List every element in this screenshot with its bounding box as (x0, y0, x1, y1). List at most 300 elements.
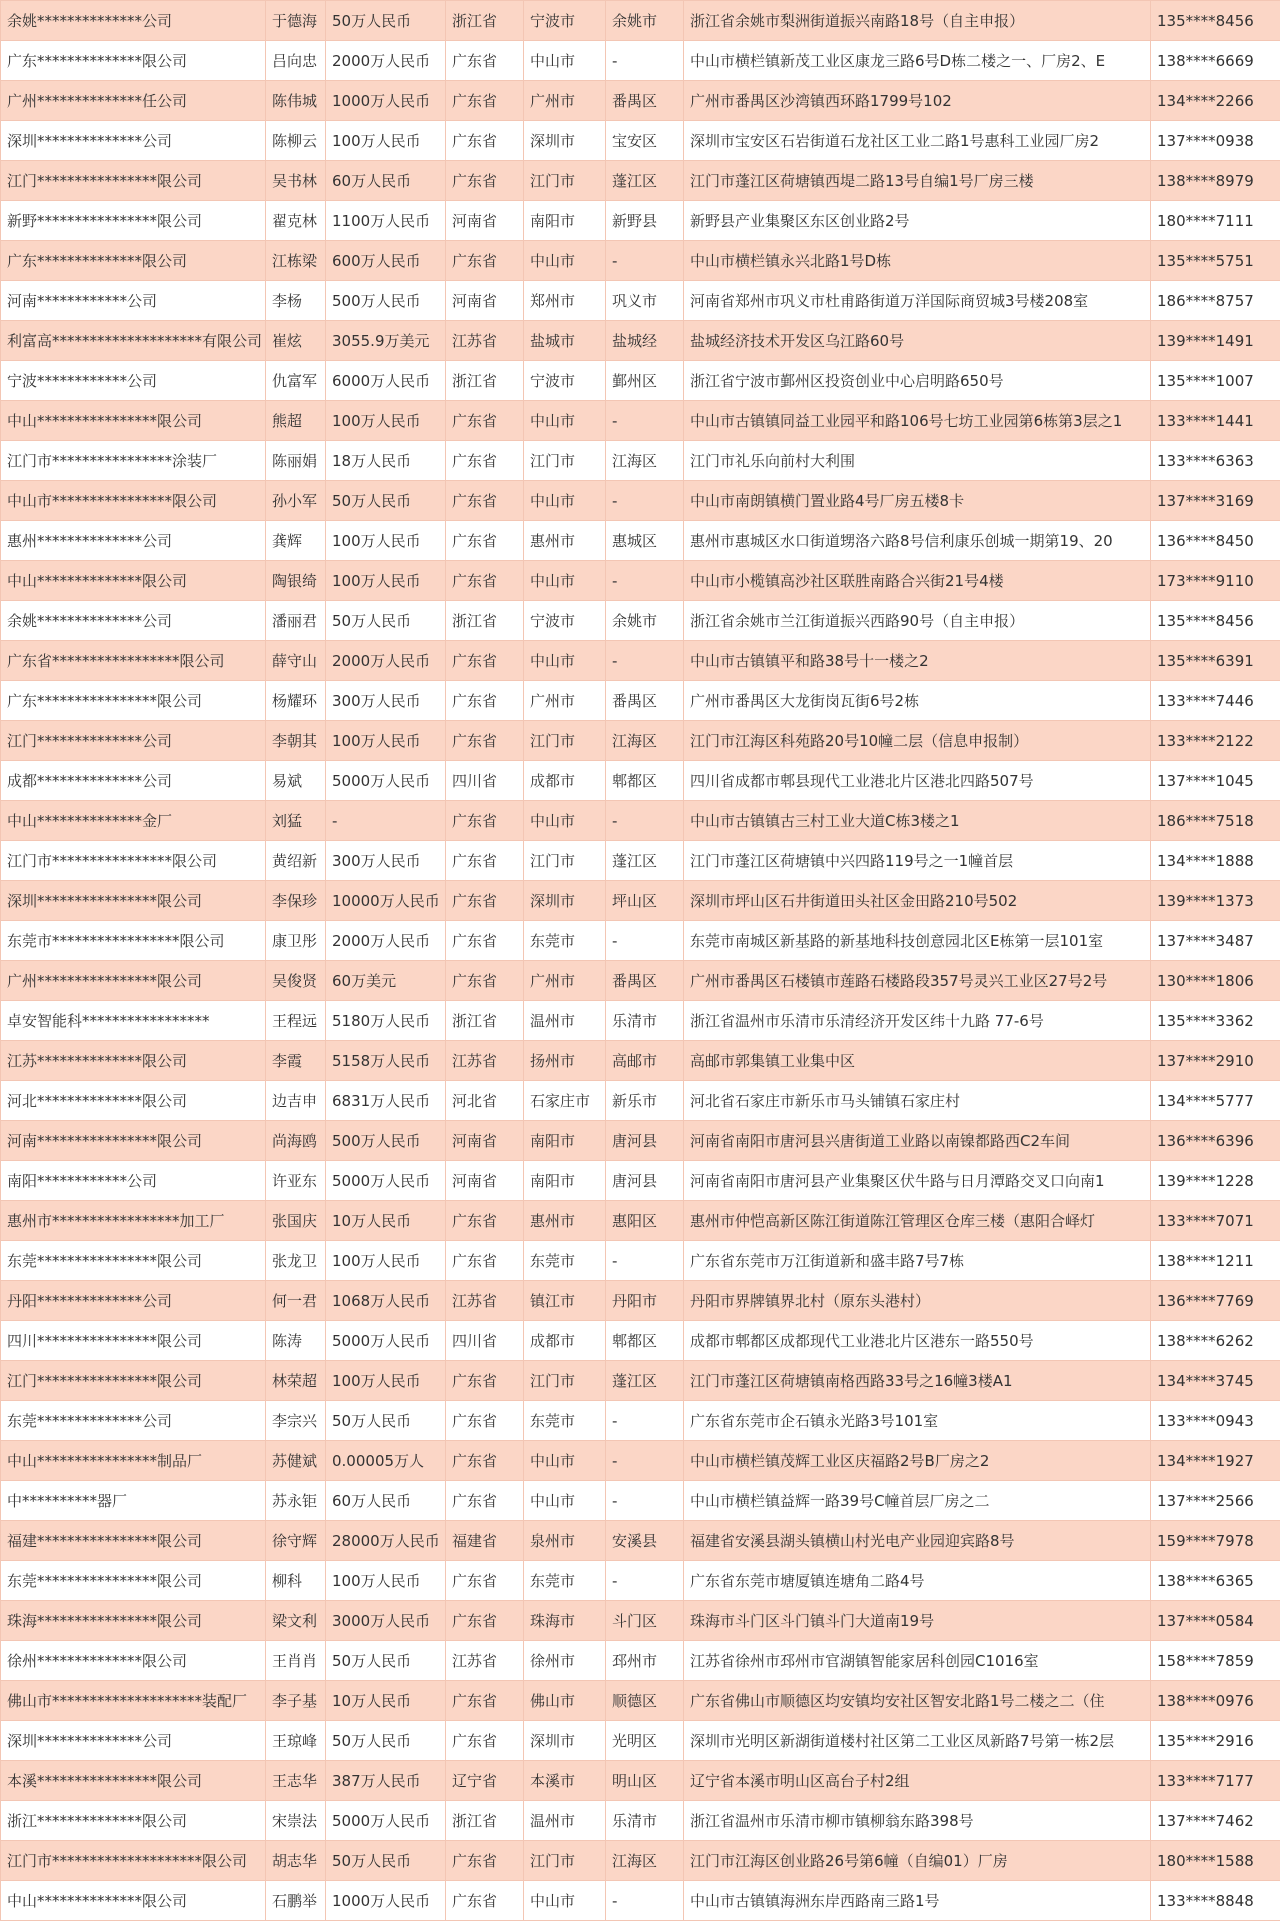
legal-rep-cell: 宋崇法 (266, 1801, 326, 1841)
phone-cell: 186****7518 (1151, 801, 1280, 841)
company-name-cell: 中**********器厂 (1, 1481, 266, 1521)
district-cell: - (606, 1881, 684, 1921)
registered-capital-cell: 6831万人民币 (326, 1081, 446, 1121)
phone-cell: 135****1007 (1151, 361, 1280, 401)
province-cell: 江苏省 (446, 1641, 524, 1681)
registered-capital-cell: 500万人民币 (326, 281, 446, 321)
province-cell: 广东省 (446, 681, 524, 721)
legal-rep-cell: 熊超 (266, 401, 326, 441)
phone-cell: 134****5777 (1151, 1081, 1280, 1121)
company-name-cell: 江门市********************限公司 (1, 1841, 266, 1881)
legal-rep-cell: 陈涛 (266, 1321, 326, 1361)
province-cell: 广东省 (446, 961, 524, 1001)
city-cell: 温州市 (524, 1801, 606, 1841)
city-cell: 深圳市 (524, 1721, 606, 1761)
table-row (1, 1841, 1280, 1881)
province-cell: 辽宁省 (446, 1761, 524, 1801)
table-row (1, 1681, 1280, 1721)
phone-cell: 136****8450 (1151, 521, 1280, 561)
address-cell: 东莞市南城区新基路的新基地科技创意园北区E栋第一层101室 (684, 921, 1151, 961)
table-row (1, 201, 1280, 241)
province-cell: 江苏省 (446, 1281, 524, 1321)
legal-rep-cell: 李子基 (266, 1681, 326, 1721)
district-cell: 明山区 (606, 1761, 684, 1801)
table-row (1, 1721, 1280, 1761)
table-row (1, 921, 1280, 961)
table-row (1, 1801, 1280, 1841)
table-row (1, 1201, 1280, 1241)
address-cell: 中山市小榄镇高沙社区联胜南路合兴街21号4楼 (684, 561, 1151, 601)
legal-rep-cell: 王志华 (266, 1761, 326, 1801)
legal-rep-cell: 陈丽娟 (266, 441, 326, 481)
district-cell: - (606, 801, 684, 841)
table-row (1, 1521, 1280, 1561)
address-cell: 广东省东莞市企石镇永光路3号101室 (684, 1401, 1151, 1441)
phone-cell: 135****8456 (1151, 601, 1280, 641)
table-row (1, 521, 1280, 561)
company-name-cell: 广州****************限公司 (1, 961, 266, 1001)
table-row (1, 281, 1280, 321)
city-cell: 宁波市 (524, 1, 606, 41)
registered-capital-cell: 3000万人民币 (326, 1601, 446, 1641)
legal-rep-cell: 易斌 (266, 761, 326, 801)
address-cell: 江苏省徐州市邳州市官湖镇智能家居科创园C1016室 (684, 1641, 1151, 1681)
legal-rep-cell: 石鹏举 (266, 1881, 326, 1921)
phone-cell: 135****6391 (1151, 641, 1280, 681)
table-row (1, 321, 1280, 361)
registered-capital-cell: 28000万人民币 (326, 1521, 446, 1561)
company-name-cell: 东莞****************限公司 (1, 1561, 266, 1601)
company-name-cell: 江门**************公司 (1, 721, 266, 761)
legal-rep-cell: 吴俊贤 (266, 961, 326, 1001)
district-cell: - (606, 241, 684, 281)
company-name-cell: 广东省*****************限公司 (1, 641, 266, 681)
city-cell: 中山市 (524, 41, 606, 81)
registered-capital-cell: 5000万人民币 (326, 1161, 446, 1201)
district-cell: - (606, 1401, 684, 1441)
legal-rep-cell: 潘丽君 (266, 601, 326, 641)
province-cell: 河南省 (446, 281, 524, 321)
table-row (1, 1601, 1280, 1641)
city-cell: 江门市 (524, 1841, 606, 1881)
phone-cell: 137****2566 (1151, 1481, 1280, 1521)
city-cell: 东莞市 (524, 921, 606, 961)
table-row (1, 681, 1280, 721)
address-cell: 江门市江海区科苑路20号10幢二层（信息申报制） (684, 721, 1151, 761)
district-cell: 郫都区 (606, 1321, 684, 1361)
province-cell: 河南省 (446, 1121, 524, 1161)
phone-cell: 135****3362 (1151, 1001, 1280, 1041)
province-cell: 浙江省 (446, 1, 524, 41)
district-cell: 蓬江区 (606, 161, 684, 201)
city-cell: 石家庄市 (524, 1081, 606, 1121)
address-cell: 广东省佛山市顺德区均安镇均安社区智安北路1号二楼之二（住 (684, 1681, 1151, 1721)
company-name-cell: 珠海****************限公司 (1, 1601, 266, 1641)
district-cell: 乐清市 (606, 1001, 684, 1041)
address-cell: 江门市江海区创业路26号第6幢（自编01）厂房 (684, 1841, 1151, 1881)
company-name-cell: 江苏**************限公司 (1, 1041, 266, 1081)
district-cell: 盐城经 (606, 321, 684, 361)
table-row (1, 641, 1280, 681)
table-row (1, 961, 1280, 1001)
company-name-cell: 广东****************限公司 (1, 681, 266, 721)
phone-cell: 186****8757 (1151, 281, 1280, 321)
company-name-cell: 新野****************限公司 (1, 201, 266, 241)
city-cell: 广州市 (524, 81, 606, 121)
registered-capital-cell: 100万人民币 (326, 121, 446, 161)
phone-cell: 139****1228 (1151, 1161, 1280, 1201)
district-cell: 余姚市 (606, 601, 684, 641)
phone-cell: 134****1927 (1151, 1441, 1280, 1481)
city-cell: 本溪市 (524, 1761, 606, 1801)
address-cell: 中山市古镇镇古三村工业大道C栋3楼之1 (684, 801, 1151, 841)
phone-cell: 137****3487 (1151, 921, 1280, 961)
city-cell: 南阳市 (524, 1161, 606, 1201)
legal-rep-cell: 王肖肖 (266, 1641, 326, 1681)
legal-rep-cell: 翟克林 (266, 201, 326, 241)
phone-cell: 159****7978 (1151, 1521, 1280, 1561)
company-name-cell: 丹阳**************公司 (1, 1281, 266, 1321)
company-name-cell: 河南************公司 (1, 281, 266, 321)
legal-rep-cell: 李霞 (266, 1041, 326, 1081)
table-row (1, 601, 1280, 641)
province-cell: 河南省 (446, 1161, 524, 1201)
table-row (1, 881, 1280, 921)
company-name-cell: 成都**************公司 (1, 761, 266, 801)
registered-capital-cell: - (326, 801, 446, 841)
legal-rep-cell: 龚辉 (266, 521, 326, 561)
table-row (1, 1241, 1280, 1281)
province-cell: 广东省 (446, 1721, 524, 1761)
registered-capital-cell: 10万人民币 (326, 1201, 446, 1241)
company-name-cell: 中山**************限公司 (1, 561, 266, 601)
district-cell: 番禺区 (606, 681, 684, 721)
company-name-cell: 东莞**************公司 (1, 1401, 266, 1441)
district-cell: 唐河县 (606, 1121, 684, 1161)
city-cell: 盐城市 (524, 321, 606, 361)
province-cell: 广东省 (446, 41, 524, 81)
city-cell: 东莞市 (524, 1401, 606, 1441)
company-name-cell: 余姚**************公司 (1, 1, 266, 41)
company-name-cell: 深圳****************限公司 (1, 881, 266, 921)
district-cell: - (606, 641, 684, 681)
city-cell: 镇江市 (524, 1281, 606, 1321)
address-cell: 惠州市惠城区水口街道甥洛六路8号信利康乐创城一期第19、20 (684, 521, 1151, 561)
address-cell: 成都市郫都区成都现代工业港北片区港东一路550号 (684, 1321, 1151, 1361)
registered-capital-cell: 100万人民币 (326, 1561, 446, 1601)
registered-capital-cell: 5158万人民币 (326, 1041, 446, 1081)
province-cell: 浙江省 (446, 1001, 524, 1041)
province-cell: 江苏省 (446, 1041, 524, 1081)
address-cell: 浙江省宁波市鄞州区投资创业中心启明路650号 (684, 361, 1151, 401)
phone-cell: 138****6262 (1151, 1321, 1280, 1361)
phone-cell: 137****7462 (1151, 1801, 1280, 1841)
legal-rep-cell: 张国庆 (266, 1201, 326, 1241)
company-name-cell: 中山****************制品厂 (1, 1441, 266, 1481)
address-cell: 深圳市宝安区石岩街道石龙社区工业二路1号惠科工业园厂房2 (684, 121, 1151, 161)
table-row (1, 561, 1280, 601)
legal-rep-cell: 李宗兴 (266, 1401, 326, 1441)
address-cell: 中山市横栏镇永兴北路1号D栋 (684, 241, 1151, 281)
registered-capital-cell: 100万人民币 (326, 521, 446, 561)
table-row (1, 1041, 1280, 1081)
address-cell: 河南省南阳市唐河县兴唐街道工业路以南镍都路西C2车间 (684, 1121, 1151, 1161)
phone-cell: 133****7446 (1151, 681, 1280, 721)
table-row (1, 1281, 1280, 1321)
city-cell: 中山市 (524, 481, 606, 521)
registered-capital-cell: 60万美元 (326, 961, 446, 1001)
address-cell: 四川省成都市郫县现代工业港北片区港北四路507号 (684, 761, 1151, 801)
district-cell: 丹阳市 (606, 1281, 684, 1321)
city-cell: 江门市 (524, 441, 606, 481)
legal-rep-cell: 吴书林 (266, 161, 326, 201)
table-row (1, 161, 1280, 201)
legal-rep-cell: 杨耀环 (266, 681, 326, 721)
company-table-body (1, 1, 1280, 1921)
address-cell: 中山市古镇镇海洲东岸西路南三路1号 (684, 1881, 1151, 1921)
district-cell: - (606, 1481, 684, 1521)
province-cell: 广东省 (446, 441, 524, 481)
address-cell: 江门市蓬江区荷塘镇西堤二路13号自编1号厂房三楼 (684, 161, 1151, 201)
province-cell: 广东省 (446, 1881, 524, 1921)
company-name-cell: 本溪****************限公司 (1, 1761, 266, 1801)
legal-rep-cell: 李保珍 (266, 881, 326, 921)
table-row (1, 1481, 1280, 1521)
company-name-cell: 惠州市*****************加工厂 (1, 1201, 266, 1241)
phone-cell: 137****2910 (1151, 1041, 1280, 1081)
registered-capital-cell: 100万人民币 (326, 721, 446, 761)
legal-rep-cell: 王程远 (266, 1001, 326, 1041)
district-cell: 番禺区 (606, 961, 684, 1001)
registered-capital-cell: 1000万人民币 (326, 81, 446, 121)
city-cell: 温州市 (524, 1001, 606, 1041)
phone-cell: 133****8848 (1151, 1881, 1280, 1921)
province-cell: 广东省 (446, 561, 524, 601)
company-name-cell: 福建****************限公司 (1, 1521, 266, 1561)
company-name-cell: 四川****************限公司 (1, 1321, 266, 1361)
address-cell: 中山市南朗镇横门置业路4号厂房五楼8卡 (684, 481, 1151, 521)
city-cell: 中山市 (524, 401, 606, 441)
legal-rep-cell: 梁文利 (266, 1601, 326, 1641)
table-row (1, 1001, 1280, 1041)
legal-rep-cell: 仇富军 (266, 361, 326, 401)
registered-capital-cell: 10万人民币 (326, 1681, 446, 1721)
address-cell: 辽宁省本溪市明山区高台子村2组 (684, 1761, 1151, 1801)
phone-cell: 136****6396 (1151, 1121, 1280, 1161)
city-cell: 广州市 (524, 681, 606, 721)
registered-capital-cell: 100万人民币 (326, 401, 446, 441)
phone-cell: 134****2266 (1151, 81, 1280, 121)
company-name-cell: 东莞****************限公司 (1, 1241, 266, 1281)
company-name-cell: 江门****************限公司 (1, 1361, 266, 1401)
legal-rep-cell: 于德海 (266, 1, 326, 41)
district-cell: 惠城区 (606, 521, 684, 561)
table-row (1, 401, 1280, 441)
province-cell: 广东省 (446, 1841, 524, 1881)
city-cell: 中山市 (524, 1881, 606, 1921)
legal-rep-cell: 尚海鸥 (266, 1121, 326, 1161)
province-cell: 广东省 (446, 881, 524, 921)
company-name-cell: 惠州**************公司 (1, 521, 266, 561)
address-cell: 浙江省余姚市梨洲街道振兴南路18号（自主申报） (684, 1, 1151, 41)
district-cell: 蓬江区 (606, 1361, 684, 1401)
province-cell: 广东省 (446, 1601, 524, 1641)
province-cell: 广东省 (446, 241, 524, 281)
city-cell: 深圳市 (524, 121, 606, 161)
province-cell: 广东省 (446, 721, 524, 761)
province-cell: 广东省 (446, 1361, 524, 1401)
phone-cell: 138****6365 (1151, 1561, 1280, 1601)
address-cell: 广东省东莞市万江街道新和盛丰路7号7栋 (684, 1241, 1151, 1281)
address-cell: 广东省东莞市塘厦镇连塘角二路4号 (684, 1561, 1151, 1601)
company-name-cell: 深圳**************公司 (1, 1721, 266, 1761)
table-row (1, 1161, 1280, 1201)
legal-rep-cell: 江栋梁 (266, 241, 326, 281)
district-cell: 安溪县 (606, 1521, 684, 1561)
table-row (1, 1321, 1280, 1361)
city-cell: 郑州市 (524, 281, 606, 321)
city-cell: 南阳市 (524, 1121, 606, 1161)
district-cell: 坪山区 (606, 881, 684, 921)
company-name-cell: 宁波************公司 (1, 361, 266, 401)
table-row (1, 1641, 1280, 1681)
legal-rep-cell: 苏健斌 (266, 1441, 326, 1481)
phone-cell: 139****1491 (1151, 321, 1280, 361)
phone-cell: 138****6669 (1151, 41, 1280, 81)
city-cell: 成都市 (524, 761, 606, 801)
company-name-cell: 余姚**************公司 (1, 601, 266, 641)
company-name-cell: 江门市****************涂装厂 (1, 441, 266, 481)
registered-capital-cell: 60万人民币 (326, 161, 446, 201)
district-cell: 光明区 (606, 1721, 684, 1761)
district-cell: 新野县 (606, 201, 684, 241)
company-name-cell: 河北**************限公司 (1, 1081, 266, 1121)
registered-capital-cell: 5000万人民币 (326, 761, 446, 801)
city-cell: 中山市 (524, 641, 606, 681)
district-cell: - (606, 401, 684, 441)
district-cell: - (606, 1241, 684, 1281)
phone-cell: 138****0976 (1151, 1681, 1280, 1721)
phone-cell: 134****3745 (1151, 1361, 1280, 1401)
city-cell: 广州市 (524, 961, 606, 1001)
phone-cell: 137****0584 (1151, 1601, 1280, 1641)
table-row (1, 441, 1280, 481)
table-row (1, 1361, 1280, 1401)
address-cell: 浙江省余姚市兰江街道振兴西路90号（自主申报） (684, 601, 1151, 641)
address-cell: 河南省南阳市唐河县产业集聚区伏牛路与日月潭路交叉口向南1 (684, 1161, 1151, 1201)
legal-rep-cell: 吕向忠 (266, 41, 326, 81)
phone-cell: 138****1211 (1151, 1241, 1280, 1281)
company-name-cell: 浙江**************限公司 (1, 1801, 266, 1841)
district-cell: 江海区 (606, 1841, 684, 1881)
company-name-cell: 中山****************限公司 (1, 401, 266, 441)
address-cell: 盐城经济技术开发区乌江路60号 (684, 321, 1151, 361)
province-cell: 江苏省 (446, 321, 524, 361)
district-cell: - (606, 1441, 684, 1481)
city-cell: 徐州市 (524, 1641, 606, 1681)
district-cell: 蓬江区 (606, 841, 684, 881)
district-cell: 唐河县 (606, 1161, 684, 1201)
phone-cell: 173****9110 (1151, 561, 1280, 601)
registered-capital-cell: 100万人民币 (326, 561, 446, 601)
address-cell: 广州市番禺区沙湾镇西环路1799号102 (684, 81, 1151, 121)
city-cell: 惠州市 (524, 521, 606, 561)
province-cell: 福建省 (446, 1521, 524, 1561)
registered-capital-cell: 387万人民币 (326, 1761, 446, 1801)
province-cell: 广东省 (446, 841, 524, 881)
province-cell: 广东省 (446, 521, 524, 561)
address-cell: 中山市横栏镇益辉一路39号C幢首层厂房之二 (684, 1481, 1151, 1521)
phone-cell: 133****0943 (1151, 1401, 1280, 1441)
company-name-cell: 广东**************限公司 (1, 41, 266, 81)
table-row (1, 841, 1280, 881)
registered-capital-cell: 50万人民币 (326, 601, 446, 641)
table-row (1, 41, 1280, 81)
city-cell: 宁波市 (524, 361, 606, 401)
phone-cell: 133****7177 (1151, 1761, 1280, 1801)
address-cell: 中山市横栏镇茂辉工业区庆福路2号B厂房之2 (684, 1441, 1151, 1481)
phone-cell: 180****1588 (1151, 1841, 1280, 1881)
phone-cell: 137****1045 (1151, 761, 1280, 801)
province-cell: 河南省 (446, 201, 524, 241)
legal-rep-cell: 陶银绮 (266, 561, 326, 601)
district-cell: - (606, 921, 684, 961)
registered-capital-cell: 50万人民币 (326, 1721, 446, 1761)
registered-capital-cell: 5180万人民币 (326, 1001, 446, 1041)
province-cell: 广东省 (446, 481, 524, 521)
province-cell: 广东省 (446, 401, 524, 441)
registered-capital-cell: 10000万人民币 (326, 881, 446, 921)
city-cell: 中山市 (524, 1481, 606, 1521)
table-row (1, 481, 1280, 521)
registered-capital-cell: 5000万人民币 (326, 1801, 446, 1841)
district-cell: 江海区 (606, 721, 684, 761)
table-row (1, 241, 1280, 281)
phone-cell: 133****2122 (1151, 721, 1280, 761)
phone-cell: 133****7071 (1151, 1201, 1280, 1241)
company-name-cell: 东莞市*****************限公司 (1, 921, 266, 961)
registered-capital-cell: 2000万人民币 (326, 921, 446, 961)
phone-cell: 135****2916 (1151, 1721, 1280, 1761)
legal-rep-cell: 孙小军 (266, 481, 326, 521)
phone-cell: 133****6363 (1151, 441, 1280, 481)
legal-rep-cell: 何一君 (266, 1281, 326, 1321)
city-cell: 江门市 (524, 841, 606, 881)
legal-rep-cell: 林荣超 (266, 1361, 326, 1401)
registered-capital-cell: 300万人民币 (326, 841, 446, 881)
phone-cell: 135****5751 (1151, 241, 1280, 281)
city-cell: 中山市 (524, 1441, 606, 1481)
registered-capital-cell: 60万人民币 (326, 1481, 446, 1521)
registered-capital-cell: 2000万人民币 (326, 41, 446, 81)
table-row (1, 1081, 1280, 1121)
province-cell: 广东省 (446, 641, 524, 681)
phone-cell: 138****8979 (1151, 161, 1280, 201)
district-cell: - (606, 1561, 684, 1601)
city-cell: 泉州市 (524, 1521, 606, 1561)
district-cell: 乐清市 (606, 1801, 684, 1841)
address-cell: 中山市古镇镇同益工业园平和路106号七坊工业园第6栋第3层之1 (684, 401, 1151, 441)
province-cell: 河北省 (446, 1081, 524, 1121)
phone-cell: 130****1806 (1151, 961, 1280, 1001)
legal-rep-cell: 薛守山 (266, 641, 326, 681)
province-cell: 广东省 (446, 921, 524, 961)
city-cell: 惠州市 (524, 1201, 606, 1241)
address-cell: 浙江省温州市乐清市柳市镇柳翁东路398号 (684, 1801, 1151, 1841)
address-cell: 广州市番禺区大龙街岗瓦街6号2栋 (684, 681, 1151, 721)
address-cell: 新野县产业集聚区东区创业路2号 (684, 201, 1151, 241)
province-cell: 广东省 (446, 1441, 524, 1481)
